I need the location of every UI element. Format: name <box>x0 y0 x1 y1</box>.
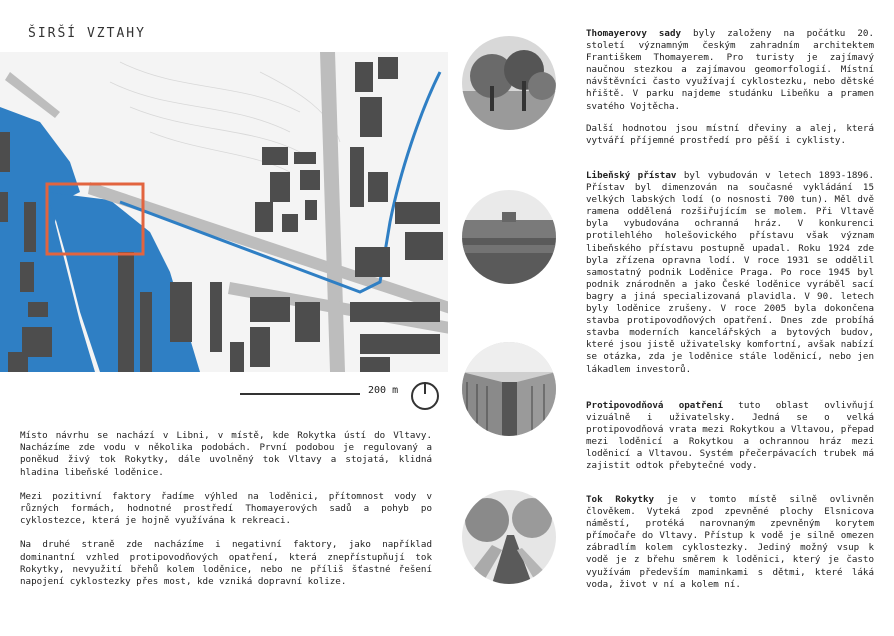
intro-paragraph: Místo návrhu se nachází v Libni, v místě, kde Rokytka ústí do Vltavy. Nacházíme zde vodu v několika podobách. První podobou je regulovaný a poněkud živý tok Rokytky, dále uvolněný tok Vltavy a stojatá, klidná hladina libeňské loděnice. <box>20 430 432 478</box>
scale-label: 200 m <box>368 385 399 396</box>
section-tok-rokytky <box>586 494 874 601</box>
section-protipovodnova-opatreni <box>586 400 874 483</box>
photo-protipovodnova-opatreni <box>462 342 556 436</box>
section-text: je v tomto místě silně ovlivněn člověkem. Vyteká zpod zpevněné plochy Elsnicova náměstí, protéká narovnaným zpevněným korytem přímočaře do Vltavy. Přístup k vodě je silně omezen zábradlím kolem cyklostezky. Jediný možný vsup k vodě je z břehu směrem k loděnici, který je často využívám především maminkami s dětmi, které láká voda, život v ní a kolem ní. <box>586 494 874 590</box>
intro-text <box>20 430 432 600</box>
photo-thomayerovy-sady <box>462 36 556 130</box>
site-map <box>0 52 448 372</box>
intro-paragraph: Mezi pozitivní faktory řadíme výhled na loděnici, přítomnost vody v různých formách, hodnotné prostředí Thomayerových sadů a pohyb po cyklostezce, která je hojně využívána k rekreaci. <box>20 490 432 527</box>
section-thomayerovy-sady <box>586 28 874 157</box>
section-heading: Libeňský přístav <box>586 170 677 181</box>
section-text: byly založeny na počátku 20. století významným českým zahradním architektem Františkem Thomayerem. Pro turisty je zajímavý naučnou stezkou a zajímavou geomorfologií. Místní návštěvníci často využívají cyklostezku, nebo dětské hřiště. V parku najdeme studánku Libeňku a pramen svatého Vojtěcha. <box>586 28 874 112</box>
scale-bar <box>240 380 440 410</box>
section-text: tuto oblast ovlivňují vizuálně i uživatelsky. Jedná se o velká protipovodňová vrata mezi Rokytkou a Vltavou, přepad mezi loděnicí a Rokytkou a ochrannou hráz mezi loděnicí a Vltavou. Systém přečerpávacích trubek má zajistit odtok přebytečné vody. <box>586 400 874 472</box>
scale-line <box>240 393 360 395</box>
site-map-drawing <box>0 52 448 372</box>
photo-tok-rokytky <box>462 490 556 584</box>
section-extra: Další hodnotou jsou místní dřeviny a alej, která vytváří příjemné prostředí pro pěší i cyklisty. <box>586 122 874 146</box>
photo-libensky-pristav <box>462 190 556 284</box>
section-heading: Tok Rokytky <box>586 494 655 505</box>
section-heading: Thomayerovy sady <box>586 28 682 39</box>
section-libensky-pristav <box>586 170 874 386</box>
page-title: ŠIRŠÍ VZTAHY <box>28 26 146 41</box>
section-text: byl vybudován v letech 1893-1896. Přístav byl dimenzován na současné vykládání 15 velkých labských lodí (o nosnosti 700 tun). Měl dvě ramena oddělená rozšiřujícím se molem. Při Vltavě byla vybudována ochranná hráz. V konkurenci protilehlého holešovického přístavu však význam libeňského přístavu postupně upadal. Roku 1924 zde byla zřízena opravna lodí. V roce 1931 se oddělil samostatný podnik Loděnice Praga. Po roce 1945 byl podnik znárodněn a jako České loděnice vyráběl sací bagry a jiná specializovaná plavidla. V 90. letech byly loděnice zrušeny. V roce 2005 byla dokončena stavba protipovodňových opatření. Dnes zde probíhá stavba moderních kancelářských a bytových budov, které jsou jistě uživatelsky komfortní, avšak nabízí se otázka, zda je loděnice stále loděnicí, nebo jen lákadlem investorů. <box>586 170 874 375</box>
section-heading: Protipovodňová opatření <box>586 400 723 411</box>
intro-paragraph: Na druhé straně zde nacházíme i negativní faktory, jako například dominantní vzhled protipovodňových opatření, která znepřístupňují tok Rokytky, nevyužití břehů kolem loděnice, nebo ne příliš šťastné řešení napojení cyklostezky přes most, kde vzniká dopravní kolize. <box>20 539 432 588</box>
north-arrow-icon <box>411 382 439 410</box>
